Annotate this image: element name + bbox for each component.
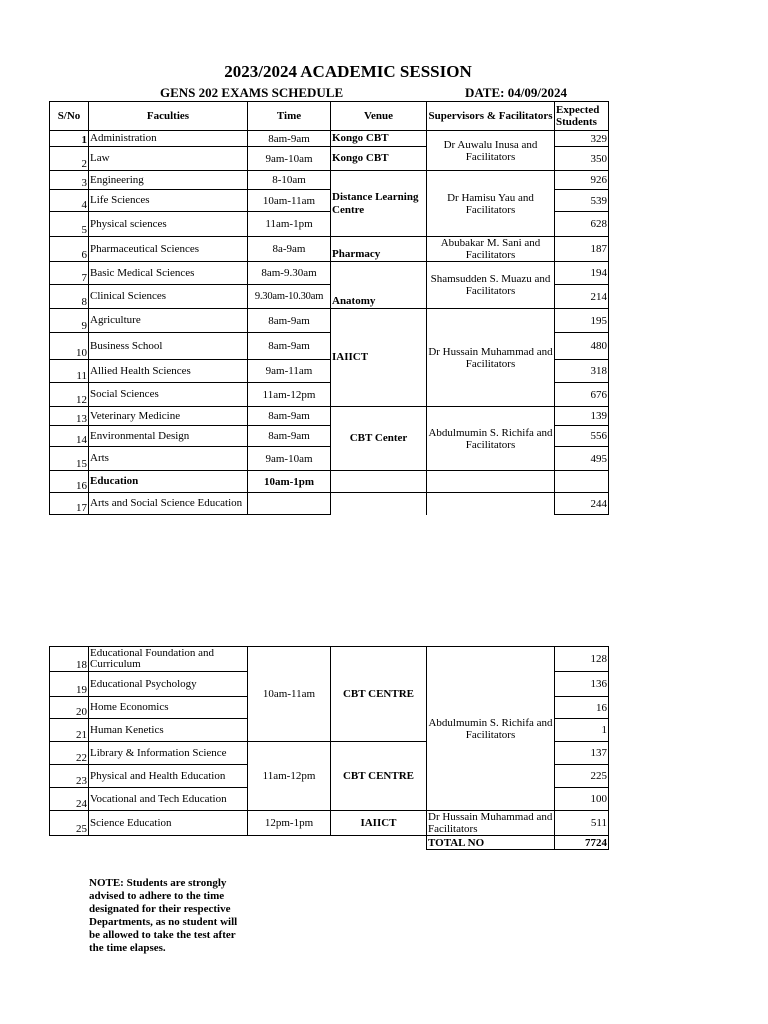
- row-supervisor: Abdulmumin S. Richifa and Facilitators: [427, 407, 555, 471]
- row-expected: 225: [555, 765, 609, 788]
- row-time: 8am-9am: [248, 426, 331, 447]
- row-expected: 136: [555, 672, 609, 697]
- row-expected: 195: [555, 309, 609, 333]
- row-sno: 10: [50, 333, 89, 360]
- row-time: 11am-12pm: [248, 742, 331, 811]
- page-title: 2023/2024 ACADEMIC SESSION: [224, 62, 472, 81]
- row-time: 12pm-1pm: [248, 811, 331, 836]
- row-expected: 318: [555, 360, 609, 383]
- row-faculty: Arts and Social Science Education: [89, 493, 248, 515]
- schedule-table-part2: [49, 646, 609, 850]
- header-sno: S/No: [50, 102, 89, 131]
- row-expected: 350: [555, 147, 609, 171]
- row-expected: 676: [555, 383, 609, 407]
- row-expected: 1: [555, 719, 609, 742]
- row-time: 8am-9am: [248, 131, 331, 147]
- table-row: [50, 262, 609, 285]
- row-faculty: Life Sciences: [89, 190, 248, 212]
- row-faculty: Social Sciences: [89, 383, 248, 407]
- row-venue: CBT Center: [331, 407, 427, 471]
- schedule-table-part1: [49, 101, 609, 515]
- row-expected: 128: [555, 647, 609, 672]
- row-faculty: Allied Health Sciences: [89, 360, 248, 383]
- table-row: [50, 647, 609, 672]
- row-time: 11am-12pm: [248, 383, 331, 407]
- table-row: [50, 309, 609, 333]
- row-sno: 25: [50, 811, 89, 836]
- row-sno: 23: [50, 765, 89, 788]
- row-expected: 511: [555, 811, 609, 836]
- row-venue: Distance Learning Centre: [331, 171, 427, 237]
- row-expected: 187: [555, 237, 609, 262]
- row-expected: 480: [555, 333, 609, 360]
- row-time: 8-10am: [248, 171, 331, 190]
- row-sno: 2: [50, 147, 89, 171]
- row-faculty: Law: [89, 147, 248, 171]
- note-text: NOTE: Students are strongly advised to adhere to the time designated for their respective Departments, as no student will be allowed to take the test after the time elapses.: [89, 877, 238, 954]
- row-faculty: Library & Information Science: [89, 742, 248, 765]
- row-sno: 14: [50, 426, 89, 447]
- row-sno: 9: [50, 309, 89, 333]
- table-row: [50, 131, 609, 147]
- row-sno: 12: [50, 383, 89, 407]
- row-sno: 18: [50, 647, 89, 672]
- row-supervisor: Abdulmumin S. Richifa and Facilitators: [427, 647, 555, 811]
- row-sno: 6: [50, 237, 89, 262]
- total-value: 7724: [555, 836, 609, 850]
- row-venue: Anatomy: [331, 262, 427, 309]
- row-faculty: Science Education: [89, 811, 248, 836]
- row-sno: 1: [50, 131, 89, 147]
- row-time: 11am-1pm: [248, 212, 331, 237]
- row-venue: Kongo CBT: [331, 131, 427, 147]
- table-row: [50, 171, 609, 190]
- header-time: Time: [248, 102, 331, 131]
- row-sno: 16: [50, 471, 89, 493]
- row-faculty: Veterinary Medicine: [89, 407, 248, 426]
- row-expected: 214: [555, 285, 609, 309]
- row-time: 9am-10am: [248, 447, 331, 471]
- row-time: 10am-11am: [248, 647, 331, 742]
- row-time: 10am-1pm: [248, 471, 331, 493]
- row-faculty: Administration: [89, 131, 248, 147]
- row-venue: Pharmacy: [331, 237, 427, 262]
- row-sno: 17: [50, 493, 89, 515]
- row-time: 8a-9am: [248, 237, 331, 262]
- row-faculty: Basic Medical Sciences: [89, 262, 248, 285]
- row-faculty: Pharmaceutical Sciences: [89, 237, 248, 262]
- row-expected: [555, 471, 609, 493]
- row-venue: IAIICT: [331, 309, 427, 407]
- row-sno: 3: [50, 171, 89, 190]
- table-row: [50, 811, 609, 836]
- row-sno: 4: [50, 190, 89, 212]
- row-expected: 628: [555, 212, 609, 237]
- header-faculties: Faculties: [89, 102, 248, 131]
- row-sno: 5: [50, 212, 89, 237]
- row-sno: 24: [50, 788, 89, 811]
- row-time: 10am-11am: [248, 190, 331, 212]
- row-supervisor: Dr Hamisu Yau and Facilitators: [427, 171, 555, 237]
- row-expected: 100: [555, 788, 609, 811]
- row-faculty: Business School: [89, 333, 248, 360]
- row-time: 8am-9am: [248, 333, 331, 360]
- row-faculty: Education: [89, 471, 248, 493]
- exam-schedule-subtitle: GENS 202 EXAMS SCHEDULE: [160, 85, 344, 100]
- row-faculty: Engineering: [89, 171, 248, 190]
- row-supervisor: Dr Hussain Muhammad and Facilitators: [427, 309, 555, 407]
- row-venue: [331, 493, 427, 515]
- row-sno: 21: [50, 719, 89, 742]
- row-supervisor: [427, 493, 555, 515]
- row-supervisor: Abubakar M. Sani and Facilitators: [427, 237, 555, 262]
- row-expected: 194: [555, 262, 609, 285]
- row-time: 8am-9am: [248, 309, 331, 333]
- row-sno: 11: [50, 360, 89, 383]
- row-expected: 244: [555, 493, 609, 515]
- row-time: 9am-11am: [248, 360, 331, 383]
- row-supervisor: Dr Auwalu Inusa and Facilitators: [427, 131, 555, 171]
- row-sno: 13: [50, 407, 89, 426]
- row-faculty: Clinical Sciences: [89, 285, 248, 309]
- total-row: [50, 836, 609, 850]
- row-time: 9am-10am: [248, 147, 331, 171]
- row-expected: 16: [555, 697, 609, 719]
- row-faculty: Vocational and Tech Education: [89, 788, 248, 811]
- row-venue: [331, 471, 427, 493]
- row-sno: 20: [50, 697, 89, 719]
- row-venue: CBT CENTRE: [331, 647, 427, 742]
- table-row: [50, 237, 609, 262]
- row-expected: 539: [555, 190, 609, 212]
- row-supervisor: Shamsudden S. Muazu and Facilitators: [427, 262, 555, 309]
- row-expected: 139: [555, 407, 609, 426]
- row-faculty: Educational Foundation and Curriculum: [89, 647, 248, 672]
- header-supervisors: Supervisors & Facilitators: [427, 102, 555, 131]
- exam-date: DATE: 04/09/2024: [465, 85, 567, 100]
- row-expected: 556: [555, 426, 609, 447]
- row-time: 8am-9am: [248, 407, 331, 426]
- row-expected: 495: [555, 447, 609, 471]
- row-supervisor: [427, 471, 555, 493]
- row-faculty: Agriculture: [89, 309, 248, 333]
- header-expected: Expected Students: [555, 102, 609, 131]
- row-sno: 7: [50, 262, 89, 285]
- row-faculty: Human Kenetics: [89, 719, 248, 742]
- row-faculty: Arts: [89, 447, 248, 471]
- row-time: [248, 493, 331, 515]
- table-row: [50, 407, 609, 426]
- row-sno: 15: [50, 447, 89, 471]
- row-sno: 22: [50, 742, 89, 765]
- row-supervisor: Dr Hussain Muhammad and Facilitators: [427, 811, 555, 836]
- row-faculty: Physical and Health Education: [89, 765, 248, 788]
- table-row: [50, 471, 609, 493]
- table-row: [50, 493, 609, 515]
- row-expected: 329: [555, 131, 609, 147]
- row-faculty: Educational Psychology: [89, 672, 248, 697]
- row-time: 8am-9.30am: [248, 262, 331, 285]
- row-venue: IAIICT: [331, 811, 427, 836]
- row-faculty: Home Economics: [89, 697, 248, 719]
- row-faculty: Environmental Design: [89, 426, 248, 447]
- row-faculty: Physical sciences: [89, 212, 248, 237]
- header-venue: Venue: [331, 102, 427, 131]
- row-venue: Kongo CBT: [331, 147, 427, 171]
- row-venue: CBT CENTRE: [331, 742, 427, 811]
- table-header-row: [50, 102, 609, 131]
- total-label: TOTAL NO: [427, 836, 555, 850]
- row-sno: 19: [50, 672, 89, 697]
- row-expected: 137: [555, 742, 609, 765]
- row-time: 9.30am-10.30am: [248, 285, 331, 309]
- row-sno: 8: [50, 285, 89, 309]
- row-expected: 926: [555, 171, 609, 190]
